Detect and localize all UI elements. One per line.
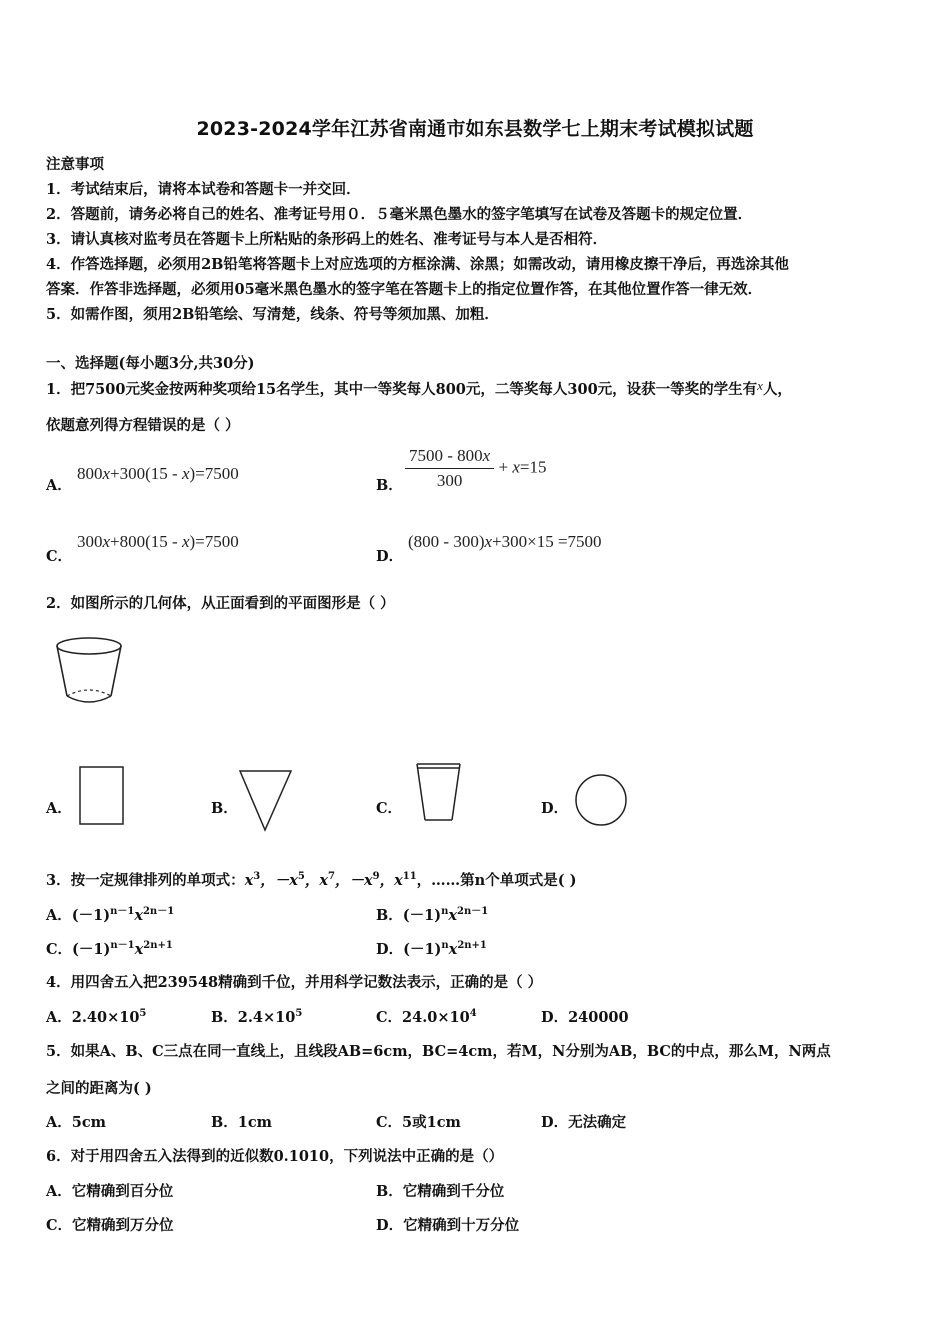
notice-item-1: 1．考试结束后，请将本试卷和答题卡一并交回． <box>46 181 361 198</box>
q6-option-c[interactable]: C．它精确到万分位 <box>46 1217 174 1234</box>
q3-option-c[interactable]: C．$(-1)^{n-1}x^{2n+1}$ <box>46 940 173 958</box>
rectangle-shape <box>79 766 125 826</box>
q5-option-a[interactable]: A．5cm <box>46 1114 107 1131</box>
question-1-text-cont: 依题意列得方程错误的是（ ） <box>46 417 240 434</box>
question-6-text: 6．对于用四舍五入法得到的近似数0.1010，下列说法中正确的是（） <box>46 1148 504 1165</box>
notice-heading: 注意事项 <box>46 156 104 173</box>
cup-solid-figure <box>55 636 127 706</box>
q2-option-b-label[interactable]: B． <box>211 800 238 817</box>
q2-option-d-label[interactable]: D． <box>541 800 569 817</box>
trapezoid-shape <box>415 762 463 822</box>
q6-option-b[interactable]: B．它精确到千分位 <box>376 1183 505 1200</box>
q1-option-d-equation: (800 - 300)x+300×15 =7500 <box>408 532 602 551</box>
inverted-triangle-shape <box>239 769 293 832</box>
q1-option-d-label[interactable]: D． <box>376 548 404 565</box>
notice-item-2: 2．答题前，请务必将自己的姓名、准考证号用０．５毫米黑色墨水的签字笔填写在试卷及答题卡的规定位置． <box>46 206 753 223</box>
circle-shape <box>574 773 630 829</box>
question-5-text: 5．如果A、B、C三点在同一直线上，且线段AB=6cm，BC=4cm，若M，N分别为AB，BC的中点，那么M，N两点 <box>46 1043 831 1060</box>
notice-item-4-cont: 答案．作答非选择题，必须用05毫米黑色墨水的签字笔在答题卡上的指定位置作答，在其他位置作答一律无效． <box>46 281 763 298</box>
q1-option-b-equation: $\frac{7500 - 800x}{300}$ + x=15 <box>405 446 546 491</box>
q6-option-d[interactable]: D．它精确到十万分位 <box>376 1217 520 1234</box>
section-heading: 一、选择题(每小题3分,共30分) <box>46 355 255 372</box>
q1-option-c-equation: 300x+800(15 - x)=7500 <box>77 532 239 551</box>
q1-option-a-equation: 800x+300(15 - x)=7500 <box>77 464 239 483</box>
notice-item-5: 5．如需作图，须用2B铅笔绘、写清楚，线条、符号等须加黑、加粗． <box>46 306 499 323</box>
q1-option-b-label[interactable]: B． <box>376 477 403 494</box>
q2-option-c-label[interactable]: C． <box>376 800 403 817</box>
q1-option-c-label[interactable]: C． <box>46 548 73 565</box>
q2-option-a-label[interactable]: A． <box>46 800 72 817</box>
question-5-text-cont: 之间的距离为( ) <box>46 1080 152 1097</box>
q4-option-d[interactable]: D．240000 <box>541 1009 629 1026</box>
q4-option-b[interactable]: B．$2.4\times 10^5$ <box>211 1008 303 1026</box>
question-3-text: 3．按一定规律排列的单项式：$x^3$，$-x^5$，$x^7$，$-x^9$，$x^{11}$，……第n个单项式是( ) <box>46 871 577 889</box>
q1-option-a-label[interactable]: A． <box>46 477 72 494</box>
q6-option-a[interactable]: A．它精确到百分位 <box>46 1183 174 1200</box>
question-2-text: 2．如图所示的几何体，从正面看到的平面图形是（ ） <box>46 595 395 612</box>
notice-item-3: 3．请认真核对监考员在答题卡上所粘贴的条形码上的姓名、准考证号与本人是否相符． <box>46 231 608 248</box>
q3-option-b[interactable]: B．$(-1)^nx^{2n-1}$ <box>376 906 489 924</box>
question-4-text: 4．用四舍五入把239548精确到千位，并用科学记数法表示，正确的是（ ） <box>46 974 543 991</box>
q5-option-b[interactable]: B．1cm <box>211 1114 273 1131</box>
q4-option-c[interactable]: C．$24.0\times 10^4$ <box>376 1008 477 1026</box>
q3-option-a[interactable]: A．$(-1)^{n-1}x^{2n-1}$ <box>46 906 175 924</box>
q4-option-a[interactable]: A．$2.40\times 10^5$ <box>46 1008 147 1026</box>
q3-option-d[interactable]: D．$(-1)^nx^{2n+1}$ <box>376 940 487 958</box>
page-title: 2023-2024学年江苏省南通市如东县数学七上期末考试模拟试题 <box>196 118 754 140</box>
notice-item-4: 4．作答选择题，必须用2B铅笔将答题卡上对应选项的方框涂满、涂黑；如需改动，请用橡皮擦干净后，再选涂其他 <box>46 256 789 273</box>
q5-option-d[interactable]: D．无法确定 <box>541 1114 627 1131</box>
q5-option-c[interactable]: C．5或1cm <box>376 1114 461 1131</box>
question-1-text: 1．把7500元奖金按两种奖项给15名学生，其中一等奖每人800元，二等奖每人300元，设获一等奖的学生有x人， <box>46 378 792 398</box>
